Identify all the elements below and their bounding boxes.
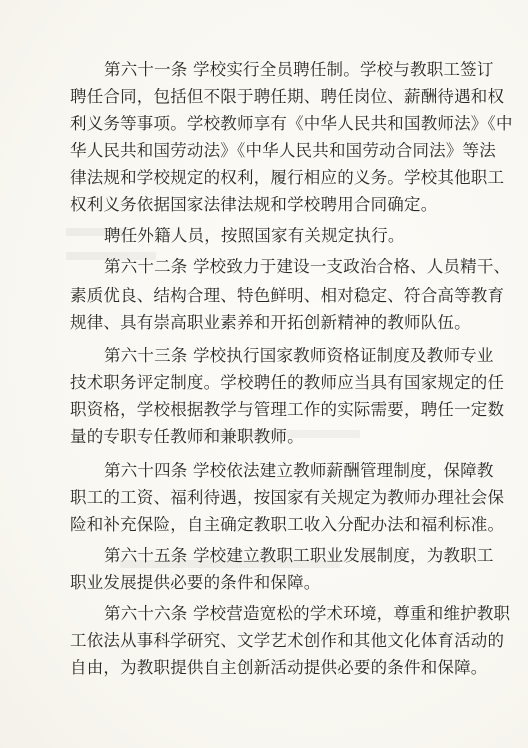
text-line: 职工的工资、福利待遇，按国家有关规定为教师办理社会保 [70,488,505,507]
text-line: 自由，为教职提供自主创新活动提供必要的条件和保障。 [70,658,488,677]
text-line: 第六十五条 学校建立教职工职业发展制度，为教职工 [104,546,494,565]
text-line: 律法规和学校规定的权利，履行相应的义务。学校其他职工 [70,168,505,187]
text-line: 华人民共和国劳动法》《中华人民共和国劳动合同法》等法 [70,141,496,160]
text-line: 规律、具有崇高职业素养和开拓创新精神的教师队伍。 [70,313,471,332]
text-line: 聘任外籍人员，按照国家有关规定执行。 [104,226,405,245]
text-line: 险和补充保险，自主确定教职工收入分配办法和福利标准。 [70,515,505,534]
text-line: 利义务等事项。学校教师享有《中华人民共和国教师法》《中 [70,114,513,133]
text-line: 第六十三条 学校执行国家教师资格证制度及教师专业 [104,346,494,365]
text-line: 技术职务评定制度。学校聘任的教师应当具有国家规定的任 [70,373,505,392]
text-line: 第六十一条 学校实行全员聘任制。学校与教职工签订 [104,60,494,79]
text-line: 职资格，学校根据教学与管理工作的实际需要，聘任一定数 [70,400,505,419]
text-line: 工依法从事科学研究、文学艺术创作和其他文化体育活动的 [70,631,505,650]
text-line: 第六十四条 学校依法建立教师薪酬管理制度，保障教 [104,461,494,480]
text-line: 权利义务依据国家法律法规和学校聘用合同确定。 [70,195,438,214]
text-line: 第六十六条 学校营造宽松的学术环境，尊重和维护教职 [104,604,511,623]
text-line: 量的专职专任教师和兼职教师。 [70,427,304,446]
text-line: 职业发展提供必要的条件和保障。 [70,573,321,592]
text-line: 素质优良、结构合理、特色鲜明、相对稳定、符合高等教育 [70,286,505,305]
text-line: 聘任合同，包括但不限于聘任期、聘任岗位、薪酬待遇和权 [70,87,505,106]
text-line: 第六十二条 学校致力于建设一支政治合格、人员精干、 [104,257,511,276]
